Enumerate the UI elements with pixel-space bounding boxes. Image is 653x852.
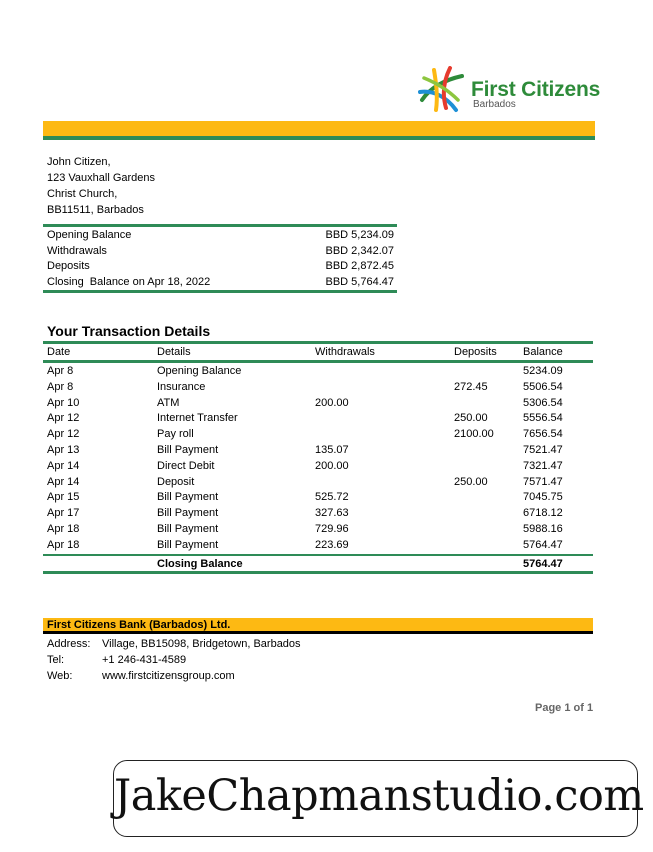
summary-value: BBD 2,342.07 xyxy=(325,244,394,257)
cell-balance: 5556.54 xyxy=(523,412,563,425)
first-citizens-logo-icon xyxy=(416,66,468,114)
summary-row xyxy=(43,259,397,275)
closing-balance-value: 5764.47 xyxy=(523,557,563,570)
summary-row xyxy=(43,228,397,244)
tel-label: Tel: xyxy=(47,653,65,666)
summary-label: Withdrawals xyxy=(47,244,107,257)
transactions-title: Your Transaction Details xyxy=(47,323,211,339)
cell-date: Apr 18 xyxy=(47,522,80,535)
cell-withdrawals: 135.07 xyxy=(315,443,349,456)
cell-balance: 7571.47 xyxy=(523,475,563,488)
header-date: Date xyxy=(47,346,71,358)
summary-value: BBD 2,872.45 xyxy=(325,260,394,272)
cell-details: ATM xyxy=(157,396,180,409)
table-row xyxy=(43,443,593,459)
summary-label: Closing Balance on Apr 18, 2022 xyxy=(47,275,211,288)
page-number: Page 1 of 1 xyxy=(535,702,594,714)
address-line: 123 Vauxhall Gardens xyxy=(47,172,156,184)
cell-details: Bill Payment xyxy=(157,491,219,504)
bank-logo xyxy=(416,66,601,114)
footer-tel-row xyxy=(47,653,301,669)
cell-deposits: 250.00 xyxy=(454,475,488,488)
cell-date: Apr 8 xyxy=(47,365,74,377)
table-row xyxy=(43,522,593,538)
cell-details: Deposit xyxy=(157,475,195,488)
account-summary xyxy=(43,224,397,293)
cell-date: Apr 17 xyxy=(47,507,80,520)
cell-balance: 5764.47 xyxy=(523,538,563,551)
summary-row xyxy=(43,244,397,260)
address-line: Christ Church, xyxy=(47,188,118,200)
cell-balance: 5506.54 xyxy=(523,380,563,393)
cell-date: Apr 18 xyxy=(47,538,80,551)
cell-withdrawals: 525.72 xyxy=(315,491,349,504)
footer-address-row xyxy=(47,637,301,653)
cell-date: Apr 8 xyxy=(47,380,74,393)
cell-withdrawals: 327.63 xyxy=(315,507,349,520)
cell-balance: 7656.54 xyxy=(523,428,563,441)
web-link[interactable]: www.firstcitizensgroup.com xyxy=(102,669,235,682)
table-row xyxy=(43,490,593,506)
table-body xyxy=(43,363,593,554)
cell-withdrawals: 200.00 xyxy=(315,459,349,472)
footer-web-row xyxy=(47,669,301,685)
cell-date: Apr 15 xyxy=(47,491,80,504)
summary-value: BBD 5,234.09 xyxy=(325,229,394,241)
footer-band xyxy=(43,618,593,634)
table-row xyxy=(43,380,593,396)
cell-withdrawals: 223.69 xyxy=(315,538,349,551)
cell-date: Apr 14 xyxy=(47,475,80,488)
summary-row xyxy=(43,275,397,291)
header-deposits: Deposits xyxy=(454,346,497,358)
cell-details: Bill Payment xyxy=(157,507,219,520)
bank-country: Barbados xyxy=(473,99,516,110)
table-row xyxy=(43,538,593,554)
closing-balance-row xyxy=(43,554,593,574)
cell-date: Apr 14 xyxy=(47,459,80,472)
cell-details: Insurance xyxy=(157,380,206,393)
cell-withdrawals: 729.96 xyxy=(315,522,349,535)
cell-date: Apr 12 xyxy=(47,412,80,425)
cell-withdrawals: 200.00 xyxy=(315,396,349,409)
cell-details: Pay roll xyxy=(157,428,194,441)
header-balance: Balance xyxy=(523,346,563,358)
table-row xyxy=(43,396,593,412)
cell-balance: 7521.47 xyxy=(523,443,563,456)
cell-details: Direct Debit xyxy=(157,459,215,472)
cell-date: Apr 10 xyxy=(47,396,80,409)
cell-details: Internet Transfer xyxy=(157,412,238,425)
header-withdrawals: Withdrawals xyxy=(315,346,375,358)
cell-details: Bill Payment xyxy=(157,522,219,535)
address-line: BB11511, Barbados xyxy=(47,204,144,216)
customer-address xyxy=(47,154,155,218)
cell-date: Apr 12 xyxy=(47,428,80,441)
cell-details: Bill Payment xyxy=(157,538,219,551)
table-row xyxy=(43,427,593,443)
watermark-text: JakeChapmanstudio.com xyxy=(114,771,644,821)
summary-label: Opening Balance xyxy=(47,229,132,241)
cell-deposits: 250.00 xyxy=(454,412,488,425)
footer-contact xyxy=(47,637,301,684)
tel-value: +1 246-431-4589 xyxy=(102,653,187,666)
cell-deposits: 272.45 xyxy=(454,380,488,393)
header-yellow-band xyxy=(43,121,595,136)
header-details: Details xyxy=(157,346,191,358)
cell-balance: 7321.47 xyxy=(523,459,563,472)
cell-balance: 7045.75 xyxy=(523,491,563,504)
summary-label: Deposits xyxy=(47,260,90,272)
table-row xyxy=(43,364,593,380)
bank-name: First Citizens xyxy=(471,78,601,101)
cell-balance: 5234.09 xyxy=(523,365,563,377)
table-row xyxy=(43,475,593,491)
cell-details: Opening Balance xyxy=(157,365,242,377)
table-row xyxy=(43,459,593,475)
address-line: John Citizen, xyxy=(47,156,111,168)
watermark-banner xyxy=(113,760,644,837)
table-row xyxy=(43,506,593,522)
header-green-band xyxy=(43,136,595,140)
cell-balance: 5988.16 xyxy=(523,522,563,535)
cell-date: Apr 13 xyxy=(47,443,80,456)
web-label: Web: xyxy=(47,669,73,682)
footer-bank-name: First Citizens Bank (Barbados) Ltd. xyxy=(47,619,231,631)
address-value: Village, BB15098, Bridgetown, Barbados xyxy=(102,638,301,650)
table-header xyxy=(43,341,593,363)
closing-balance-label: Closing Balance xyxy=(157,557,243,570)
cell-balance: 6718.12 xyxy=(523,507,563,520)
address-label: Address: xyxy=(47,638,91,650)
summary-value: BBD 5,764.47 xyxy=(325,275,394,288)
cell-details: Bill Payment xyxy=(157,443,219,456)
transactions-table xyxy=(43,341,593,574)
cell-deposits: 2100.00 xyxy=(454,428,494,441)
table-row xyxy=(43,411,593,427)
cell-balance: 5306.54 xyxy=(523,396,563,409)
